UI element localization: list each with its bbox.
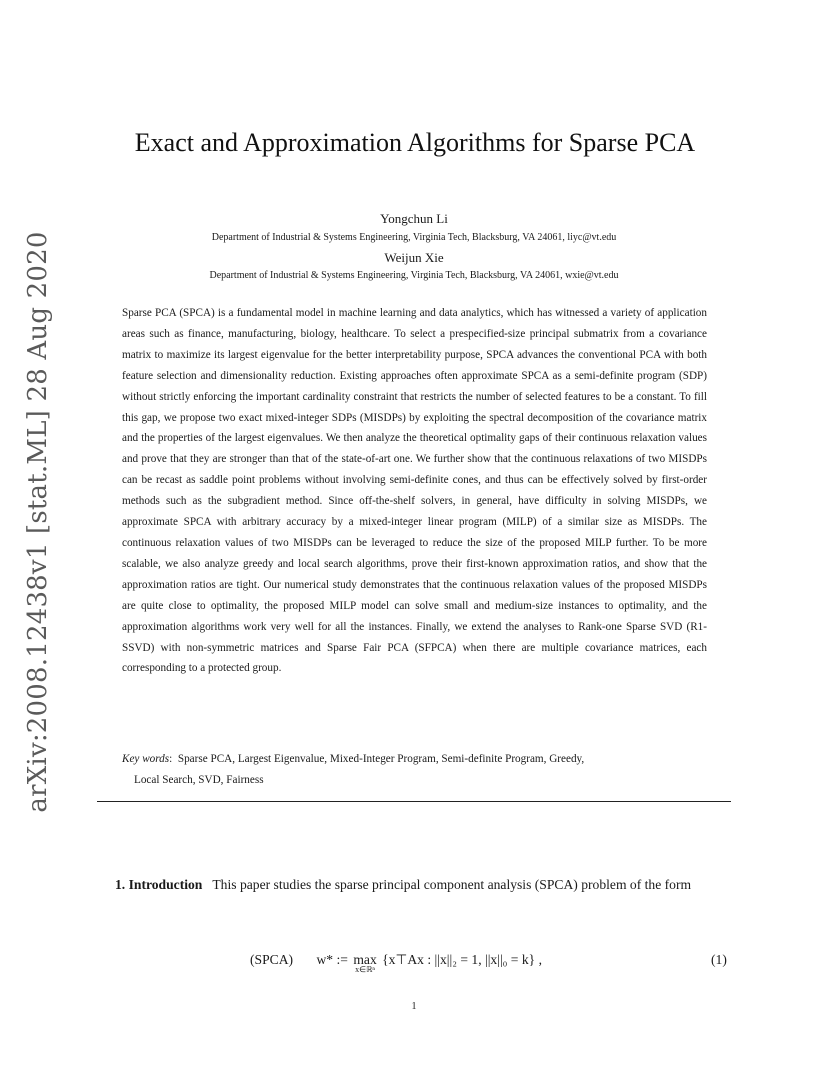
abstract: Sparse PCA (SPCA) is a fundamental model in machine learning and data analytics, which has witnessed a variety of application areas such as finance, manufacturing, biology, healthcare. To select a prespecified-size principal submatrix from a covariance matrix to maximize its largest eigenvalue for the better interpretability purpose, SPCA advances the conventional PCA with both feature selection and dimensionality reduction. Existing approaches often approximate SPCA as a semi-definite program (SDP) without strictly enforcing the important cardinality constraint that restricts the number of selected features to be a constant. To fill this gap, we propose two exact mixed-integer SDPs (MISDPs) by exploiting the spectral decomposition of the covariance matrix and the properties of the largest eigenvalues. We then analyze the theoretical optimality gaps of their continuous relaxation values and prove that they are stronger than that of the state-of-art one. We further show that the continuous relaxations of two MISDPs can be recast as saddle point problems without involving semi-definite cones, and thus can be effectively solved by first-order methods such as the subgradient method. Since off-the-shelf solvers, in general, have difficulty in solving MISDPs, we approximate SPCA with arbitrary accuracy by a mixed-integer linear program (MILP) of a similar size as MISDPs. The continuous relaxation values of two MISDPs can be leveraged to reduce the size of the proposed MILP further. To be more scalable, we also analyze greedy and local search algorithms, prove their first-known approximation ratios, and show that the approximation ratios are tight. Our numerical study demonstrates that the continuous relaxation values of the proposed MISDPs are quite close to optimality, the proposed MILP model can solve small and medium-size instances to optimality, and the approximation algorithms work very well for all the instances. Finally, we extend the analyses to Rank-one Sparse SVD (R1-SSVD) with non-symmetric matrices and Sparse Fair PCA (SFPCA) when there are multiple covariance matrices, each corresponding to a protected group. bbox=[122, 307, 707, 675]
paper-title: Exact and Approximation Algorithms for Sparse PCA bbox=[134, 128, 696, 157]
author-affiliation-2: Department of Industrial & Systems Engineering, Virginia Tech, Blacksburg, VA 24061, wxie@vt.edu bbox=[209, 270, 619, 281]
equation-lhs: w* := bbox=[316, 952, 348, 967]
keywords-label: Key words bbox=[122, 753, 170, 765]
keywords-line-1: Sparse PCA, Largest Eigenvalue, Mixed-Integer Program, Semi-definite Program, Greedy, bbox=[177, 753, 585, 765]
equation-operator-name: max bbox=[353, 952, 377, 967]
equation-spca bbox=[250, 952, 542, 974]
keywords-line-2: Local Search, SVD, Fairness bbox=[134, 773, 264, 786]
section-divider bbox=[97, 801, 731, 802]
equation-label: (SPCA) bbox=[250, 952, 294, 967]
page-number: 1 bbox=[411, 1001, 417, 1012]
arxiv-identifier: arXiv:2008.12438v1 [stat.ML] 28 Aug 2020 bbox=[23, 231, 53, 813]
introduction-paragraph bbox=[97, 871, 731, 899]
equation-operator-subscript: x∈ℝⁿ bbox=[355, 965, 375, 974]
section-heading-introduction: 1. Introduction bbox=[115, 877, 203, 892]
equation-body: {x⊤Ax : ||x||₂ = 1, ||x||₀ = k} , bbox=[382, 952, 542, 967]
author-name-2: Weijun Xie bbox=[384, 250, 444, 265]
introduction-text: This paper studies the sparse principal component analysis (SPCA) problem of the form bbox=[212, 877, 692, 892]
keywords: Key words: Sparse PCA, Largest Eigenvalue, Mixed-Integer Program, Semi-definite Program, Greedy, Local Search, SVD, Fairness bbox=[122, 749, 707, 791]
equation-operator bbox=[353, 952, 376, 974]
equation-number: (1) bbox=[711, 952, 727, 967]
author-affiliation-1: Department of Industrial & Systems Engineering, Virginia Tech, Blacksburg, VA 24061, liyc@vt.edu bbox=[211, 232, 617, 243]
author-name-1: Yongchun Li bbox=[380, 211, 448, 226]
